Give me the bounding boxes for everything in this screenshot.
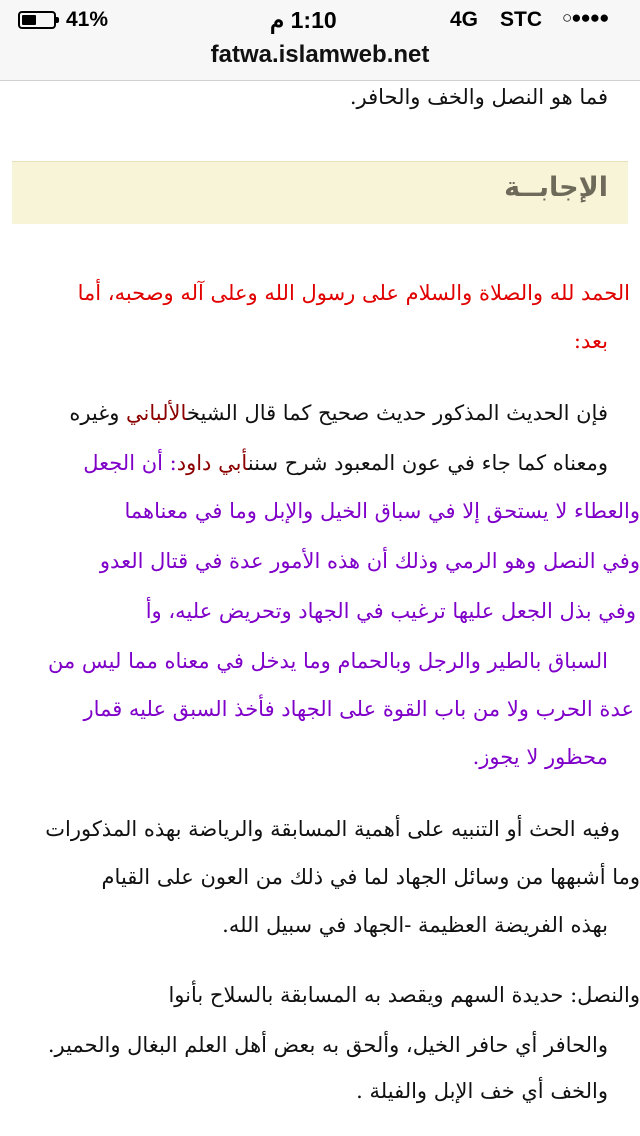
battery-percentage: 41% xyxy=(66,8,109,31)
carrier-name: STC xyxy=(500,8,542,31)
paragraph-3-line-3: والخف أي خف الإبل والفيلة . xyxy=(356,1079,608,1103)
answer-header xyxy=(12,161,628,224)
intro-line-1: الحمد لله والصلاة والسلام على رسول الله وعلى آله وصحبه، أما xyxy=(77,281,630,305)
paragraph-1-line-3: والعطاء لا يستحق إلا في سباق الخيل والإبل وما في معناهما xyxy=(124,499,640,523)
paragraph-1-line-6: السباق بالطير والرجل وبالحمام وما يدخل في معناه مما ليس من xyxy=(48,649,608,673)
paragraph-3-line-1: والنصل: حديدة السهم ويقصد به المسابقة بالسلاح بأنوا xyxy=(168,983,640,1007)
paragraph-1-line-4: وفي النصل وهو الرمي وذلك أن هذه الأمور عدة في قتال العدو xyxy=(99,549,640,573)
p1-l1-start: فإن الحديث المذكور حديث صحيح كما قال الشيخ xyxy=(186,401,608,425)
scholar-name-link[interactable]: الألباني xyxy=(126,401,187,425)
paragraph-1-line-1 xyxy=(69,401,608,425)
paragraph-1-line-8: محظور لا يجوز. xyxy=(472,745,608,769)
article-content xyxy=(0,81,640,1136)
paragraph-1-line-5: وفي بذل الجعل عليها ترغيب في الجهاد وتحريض عليه، وأ xyxy=(145,599,636,623)
question-tail: فما هو النصل والخف والحافر. xyxy=(349,85,608,109)
url-text: fatwa.islamweb.net xyxy=(210,41,430,68)
answer-heading: الإجابــة xyxy=(504,172,608,203)
paragraph-1-line-7: عدة الحرب ولا من باب القوة على الجهاد فأخذ السبق عليه قمار xyxy=(83,697,634,721)
paragraph-2-line-1: وفيه الحث أو التنبيه على أهمية المسابقة والرياضة بهذه المذكورات xyxy=(45,817,620,841)
paragraph-2-line-3: بهذه الفريضة العظيمة -الجهاد في سبيل الله. xyxy=(222,913,608,937)
paragraph-1-line-2 xyxy=(83,451,608,475)
address-bar[interactable] xyxy=(0,40,640,81)
status-bar xyxy=(0,0,640,40)
p1-l1-end: وغيره xyxy=(69,401,127,425)
p1-l2-quote: : أن الجعل xyxy=(83,451,177,475)
battery-icon xyxy=(18,11,56,29)
intro-line-2: بعد: xyxy=(573,329,608,353)
paragraph-2-line-2: وما أشبهها من وسائل الجهاد لما في ذلك من العون على القيام xyxy=(101,865,640,889)
signal-strength-icon: ○●●●● xyxy=(562,8,609,27)
p1-l2-start: ومعناه كما جاء في عون المعبود شرح سنن xyxy=(247,451,608,475)
book-author-link[interactable]: أبي داود xyxy=(176,451,248,475)
network-type: 4G xyxy=(450,8,479,31)
paragraph-3-line-2: والحافر أي حافر الخيل، وألحق به بعض أهل العلم البغال والحمير. xyxy=(47,1033,608,1057)
clock: 1:10 م xyxy=(270,7,337,33)
